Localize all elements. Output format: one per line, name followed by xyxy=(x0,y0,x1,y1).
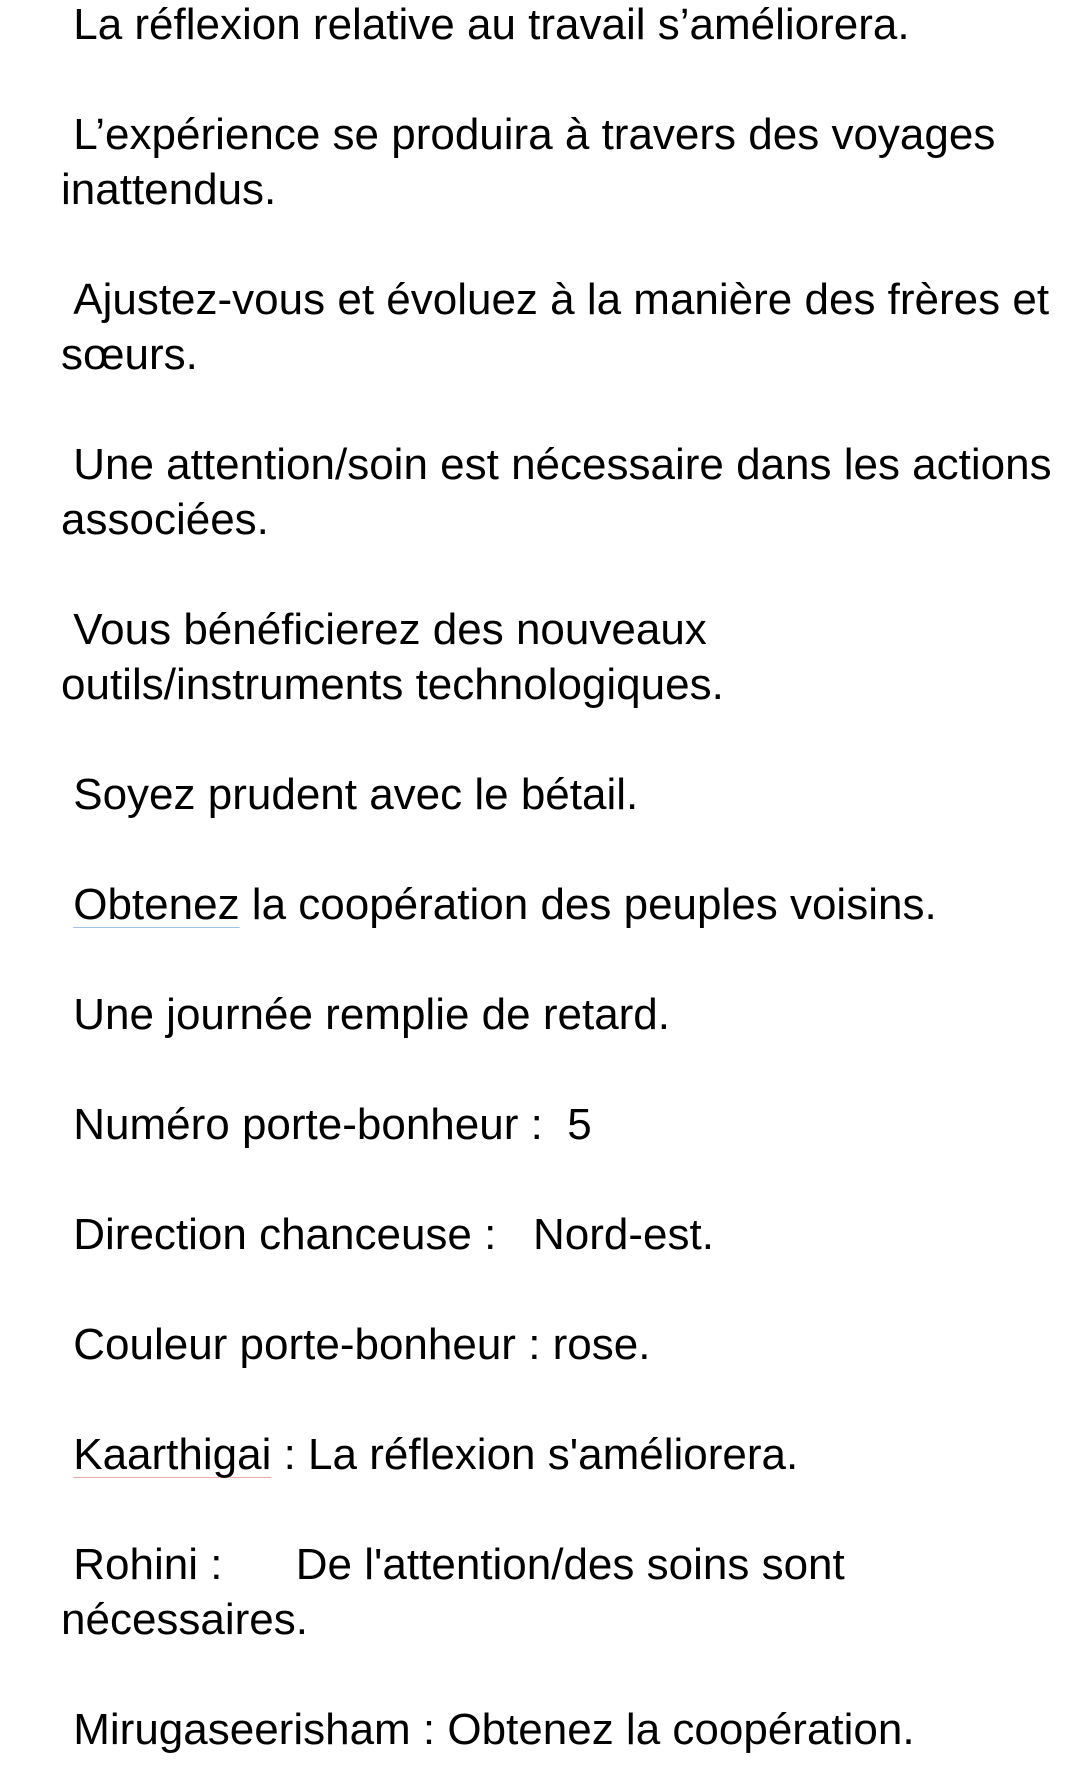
lucky-color-label: Couleur porte-bonheur : xyxy=(61,1320,553,1369)
lucky-number-label: Numéro porte-bonheur : xyxy=(61,1100,568,1149)
star-mirugaseerisham-text: Obtenez la coopération. xyxy=(447,1705,915,1754)
star-mirugaseerisham-line xyxy=(61,1702,1061,1757)
lucky-color-line xyxy=(61,1317,1061,1372)
star-kaarthigai-name: Kaarthigai xyxy=(73,1430,272,1479)
paragraph-work-reflection: La réflexion relative au travail s’améliorera. xyxy=(61,0,910,49)
lucky-direction-value: Nord-est. xyxy=(533,1210,714,1259)
paragraph-cooperation xyxy=(61,877,1061,932)
paragraph-travel-experience: L’expérience se produira à travers des voyages inattendus. xyxy=(61,110,1008,214)
star-kaarthigai-text: : La réflexion s'améliorera. xyxy=(271,1430,799,1479)
lucky-color-value: rose. xyxy=(552,1320,651,1369)
paragraph-delay: Une journée remplie de retard. xyxy=(61,990,671,1039)
star-mirugaseerisham-name: Mirugaseerisham : xyxy=(61,1705,448,1754)
cooperation-text: la coopération des peuples voisins. xyxy=(239,880,937,929)
star-rohini-name: Rohini : xyxy=(61,1540,296,1589)
paragraph-siblings: Ajustez-vous et évoluez à la manière des frères et sœurs. xyxy=(61,275,1062,379)
paragraph-attention-care: Une attention/soin est nécessaire dans les actions associées. xyxy=(61,440,1064,544)
star-kaarthigai-line xyxy=(61,1427,1061,1482)
paragraph-livestock: Soyez prudent avec le bétail. xyxy=(61,770,639,819)
cooperation-marked-word: Obtenez xyxy=(73,880,240,929)
lucky-number-value: 5 xyxy=(567,1100,592,1149)
lucky-direction-label: Direction chanceuse : xyxy=(61,1210,534,1259)
forecast-document xyxy=(61,0,1064,1757)
lucky-number-line xyxy=(61,1097,1061,1152)
paragraph-technology-tools: Vous bénéficierez des nouveaux outils/instruments technologiques. xyxy=(61,605,724,709)
star-rohini-line xyxy=(61,1537,1061,1647)
star-rohini-text: De l'attention/des soins sont nécessaires. xyxy=(61,1540,857,1644)
lucky-direction-line xyxy=(61,1207,1061,1262)
